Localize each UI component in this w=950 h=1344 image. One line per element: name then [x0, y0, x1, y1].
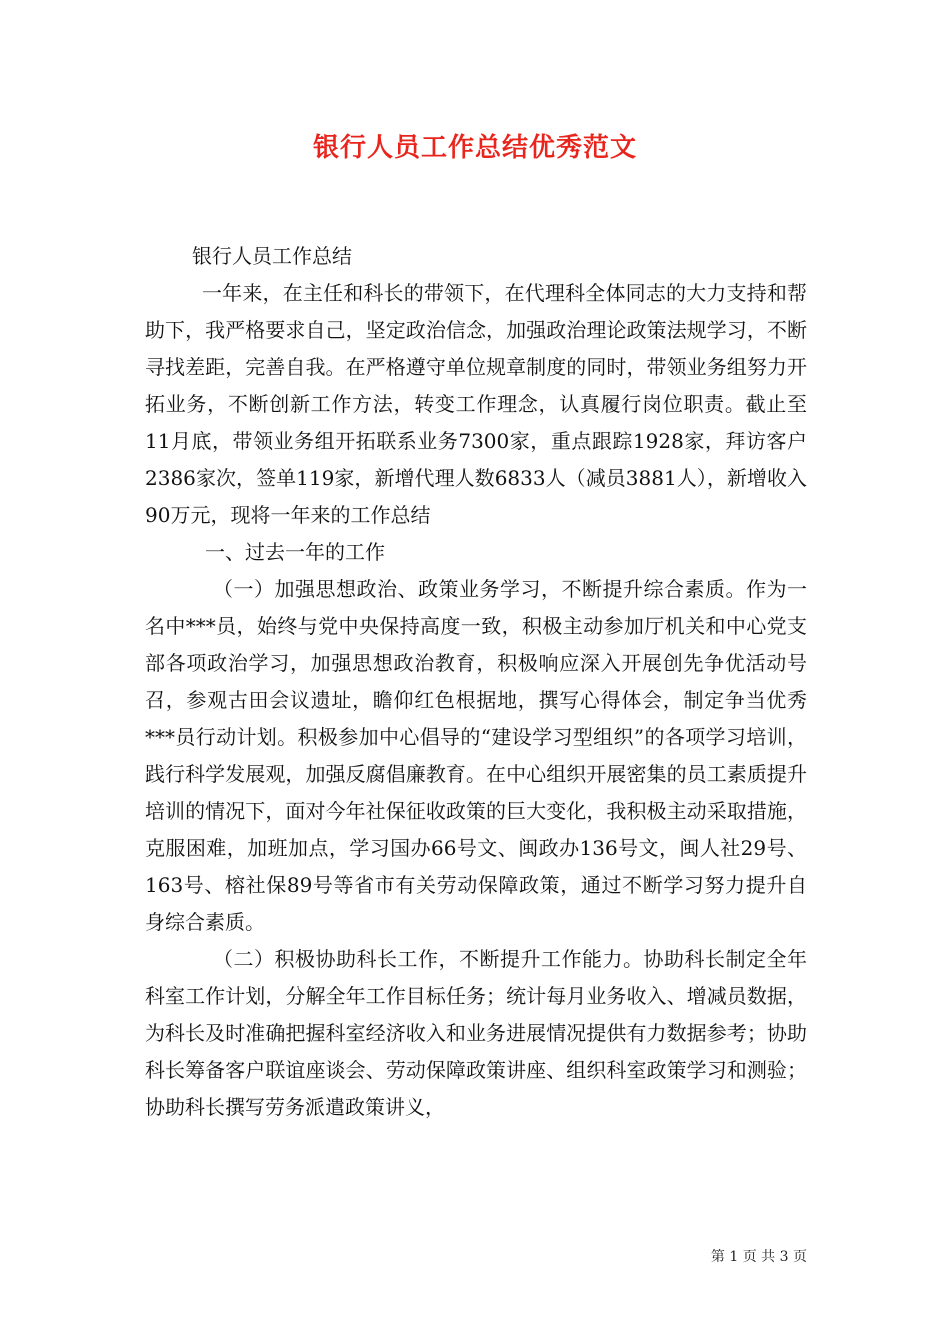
- document-body: [145, 238, 807, 1126]
- section-heading: 银行人员工作总结: [192, 244, 352, 268]
- page-title: 银行人员工作总结优秀范文: [312, 133, 637, 163]
- section-heading: 一、过去一年的工作: [205, 540, 385, 564]
- body-paragraph: （二）积极协助科长工作，不断提升工作能力。协助科长制定全年科室工作计划，分解全年工作目标任务；统计每月业务收入、增减员数据，为科长及时准确把握科室经济收入和业务进展情况提供有力数据参考；协助科长筹备客户联谊座谈会、劳动保障政策讲座、组织科室政策学习和测验；协助科长撰写劳务派遣政策讲义，: [145, 947, 807, 1119]
- page-number: 第 1 页 共 3 页: [710, 1249, 807, 1265]
- body-paragraph: （一）加强思想政治、政策业务学习，不断提升综合素质。作为一名中***员，始终与党中央保持高度一致，积极主动参加厅机关和中心党支部各项政治学习，加强思想政治教育，积极响应深入开展创先争优活动号召，参观古田会议遗址，瞻仰红色根据地，撰写心得体会，制定争当优秀***员行动计划。积极参加中心倡导的“建设学习型组织”的各项学习培训，践行科学发展观，加强反腐倡廉教育。在中心组织开展密集的员工素质提升培训的情况下，面对今年社保征收政策的巨大变化，我积极主动采取措施，克服困难，加班加点，学习国办66号文、闽政办136号文，闽人社29号、163号、榕社保89号等省市有关劳动保障政策，通过不断学习努力提升自身综合素质。: [145, 577, 807, 934]
- intro-paragraph: 一年来，在主任和科长的带领下，在代理科全体同志的大力支持和帮助下，我严格要求自己，坚定政治信念，加强政治理论政策法规学习，不断寻找差距，完善自我。在严格遵守单位规章制度的同时，带领业务组努力开拓业务，不断创新工作方法，转变工作理念，认真履行岗位职责。截止至11月底，带领业务组开拓联系业务7300家，重点跟踪1928家，拜访客户2386家次，签单119家，新增代理人数6833人（减员3881人），新增收入90万元，现将一年来的工作总结: [145, 281, 807, 527]
